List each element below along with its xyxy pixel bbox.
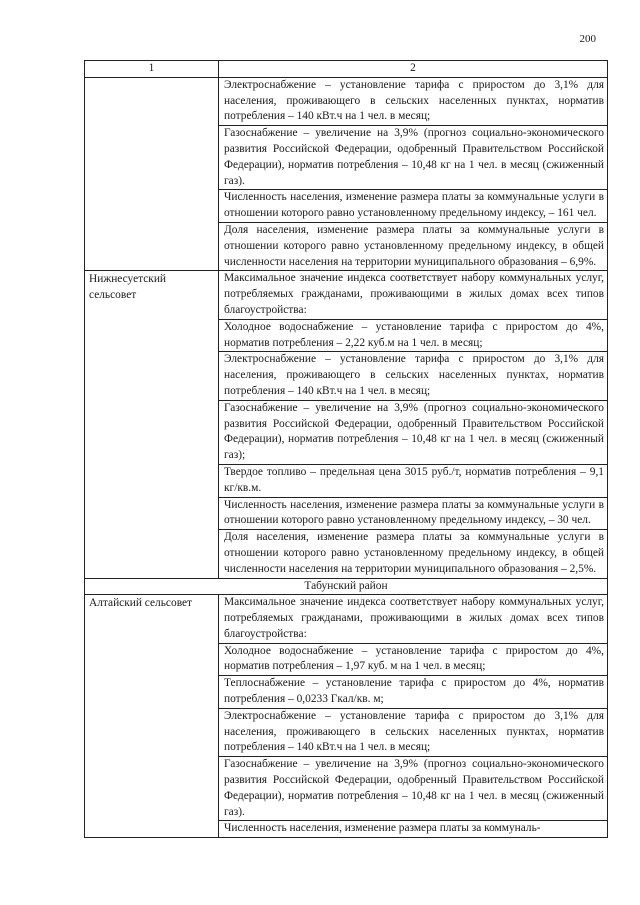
page-number: 200 — [579, 33, 596, 45]
paragraph: Электроснабжение – установление тарифа с приростом до 3,1% для населения, проживающего в сельских населенных пунктах, норматив потребления – 140 кВт.ч на 1 чел. в месяц; — [219, 351, 607, 399]
tariff-description — [219, 595, 608, 838]
table-row — [85, 77, 608, 271]
table-row — [85, 271, 608, 578]
district-name: Табунский район — [85, 578, 608, 595]
municipality-name — [85, 77, 219, 271]
tariff-description — [219, 77, 608, 271]
paragraph: Электроснабжение – установление тарифа с приростом до 3,1% для населения, проживающего в сельских населенных пунктах, норматив потребления – 140 кВт.ч на 1 чел. в месяц; — [219, 708, 607, 756]
services-table — [84, 60, 608, 838]
district-row — [85, 578, 608, 595]
paragraph: Газоснабжение – увеличение на 3,9% (прогноз социально-экономического развития Российской Федерации, одобренный Правительством Российской Федерации), норматив потребления – 10,48 кг на 1 чел. в месяц (сжиженный газ); — [219, 400, 607, 464]
paragraph: Холодное водоснабжение – установление тарифа с приростом до 4%, норматив потребления – 2,22 куб.м на 1 чел. в месяц; — [219, 319, 607, 352]
table-row — [85, 595, 608, 838]
paragraph: Твердое топливо – предельная цена 3015 руб./т, норматив потребления – 9,1 кг/кв.м. — [219, 464, 607, 497]
header-col-1: 1 — [85, 61, 219, 78]
paragraph: Численность населения, изменение размера платы за коммунальные услуги в отношении которого равно установленному предельному индексу, – 161 чел. — [219, 189, 607, 222]
paragraph: Теплоснабжение – установление тарифа с приростом до 4%, норматив потребления – 0,0233 Гкал/кв. м; — [219, 675, 607, 708]
header-col-2: 2 — [219, 61, 608, 78]
paragraph: Максимальное значение индекса соответствует набору коммунальных услуг, потребляемых гражданами, проживающими в жилых домах всех типов благоустройства: — [224, 596, 604, 640]
tariff-description — [219, 271, 608, 578]
paragraph: Электроснабжение – установление тарифа с приростом до 3,1% для населения, проживающего в сельских населенных пунктах, норматив потребления – 140 кВт.ч на 1 чел. в месяц; — [224, 78, 604, 123]
paragraph: Численность населения, изменение размера платы за коммуналь- — [219, 820, 607, 837]
paragraph: Газоснабжение – увеличение на 3,9% (прогноз социально-экономического развития Российской Федерации, одобренный Правительством Российской Федерации), норматив потребления – 10,48 кг на 1 чел. в месяц (сжиженный газ). — [219, 756, 607, 820]
municipality-name: Нижнесуетский сельсовет — [85, 271, 219, 578]
paragraph: Доля населения, изменение размера платы за коммунальные услуги в отношении которого равно установленному предельному индексу, в общей численности населения на территории муниципального образования – 2,5%. — [219, 529, 607, 577]
paragraph: Газоснабжение – увеличение на 3,9% (прогноз социально-экономического развития Российской Федерации, одобренный Правительством Российской Федерации), норматив потребления – 10,48 кг на 1 чел. в месяц (сжиженный газ). — [219, 125, 607, 189]
paragraph: Холодное водоснабжение – установление тарифа с приростом до 4%, норматив потребления – 1,97 куб. м на 1 чел. в месяц; — [219, 643, 607, 676]
table-header-row — [85, 61, 608, 78]
paragraph: Максимальное значение индекса соответствует набору коммунальных услуг, потребляемых гражданами, проживающими в жилых домах всех типов благоустройства: — [224, 272, 604, 316]
municipality-name: Алтайский сельсовет — [85, 595, 219, 838]
paragraph: Доля населения, изменение размера платы за коммунальные услуги в отношении которого равно установленному предельному индексу, в общей численности населения на территории муниципального образования – 6,9%. — [219, 222, 607, 270]
paragraph: Численность населения, изменение размера платы за коммунальные услуги в отношении которого равно установленному предельному индексу, – 30 чел. — [219, 497, 607, 530]
